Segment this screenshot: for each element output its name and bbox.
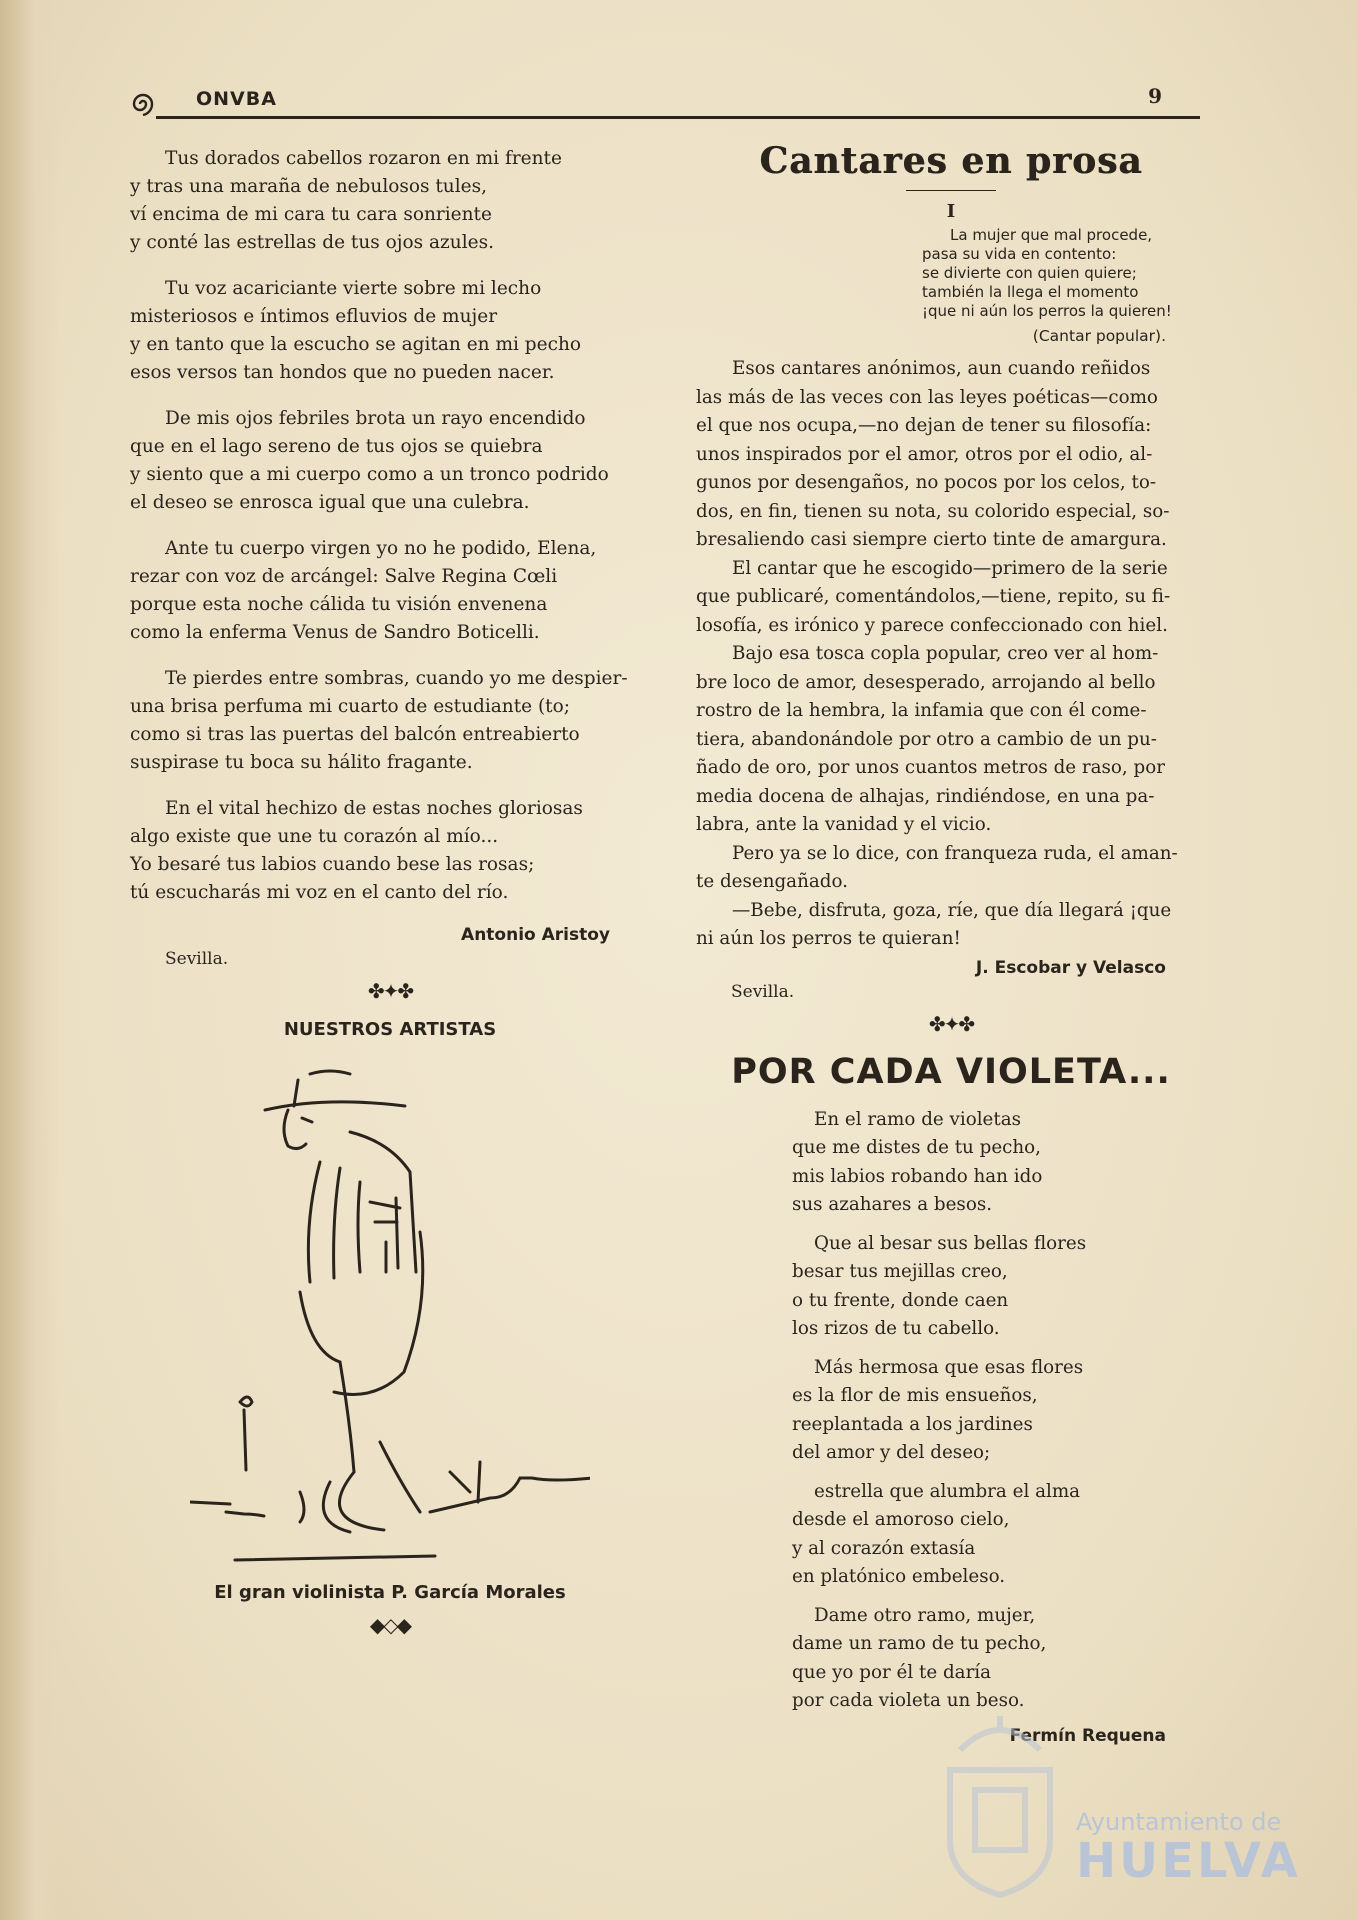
violeta-poem-line: Más hermosa que esas flores bbox=[814, 1356, 1084, 1378]
page-number: 9 bbox=[1148, 84, 1162, 108]
epigraph-line: ¡que ni aún los perros la quieren! bbox=[922, 302, 1172, 320]
title-rule bbox=[906, 190, 996, 191]
violeta-poem-line: en platónico embeleso. bbox=[792, 1566, 1006, 1587]
epigraph-credit: (Cantar popular). bbox=[1032, 327, 1166, 345]
prose-line: El cantar que he escogido—primero de la serie bbox=[732, 557, 1168, 579]
prose-paragraph bbox=[696, 840, 1206, 897]
prose-line: bre loco de amor, desesperado, arrojando al bello bbox=[696, 671, 1156, 693]
left-poem-line: rezar con voz de arcángel: Salve Regina Cœli bbox=[130, 566, 558, 587]
violeta-poem-line: es la flor de mis ensueños, bbox=[792, 1385, 1038, 1406]
prose-line: que publicaré, comentándolos,—tiene, repito, su fi- bbox=[696, 586, 1171, 607]
right-column bbox=[696, 140, 1206, 1746]
article-prose bbox=[696, 355, 1206, 954]
prose-line: tiera, abandonándole por otro a cambio de un pu- bbox=[696, 728, 1157, 750]
violinist-sketch-illustration bbox=[190, 1062, 590, 1572]
prose-line: el que nos ocupa,—no dejan de tener su filosofía: bbox=[696, 415, 1152, 436]
left-poem-place: Sevilla. bbox=[165, 949, 229, 969]
left-poem-line: una brisa perfuma mi cuarto de estudiante (to; bbox=[130, 696, 570, 717]
left-poem-line: En el vital hechizo de estas noches gloriosas bbox=[165, 798, 583, 819]
left-poem-stanza bbox=[130, 145, 650, 257]
prose-line: te desengañado. bbox=[696, 871, 848, 892]
left-poem-line: el deseo se enrosca igual que una culebra. bbox=[130, 492, 530, 513]
violeta-poem-stanza bbox=[792, 1602, 1206, 1716]
prose-line: ni aún los perros te quieran! bbox=[696, 928, 961, 949]
violeta-poem-line: por cada violeta un beso. bbox=[792, 1690, 1025, 1711]
watermark-text bbox=[1076, 1808, 1301, 1889]
left-poem-line: que en el lago sereno de tus ojos se quiebra bbox=[130, 436, 543, 457]
header-rule bbox=[156, 116, 1200, 119]
article-signature: J. Escobar y Velasco bbox=[975, 957, 1166, 978]
epigraph-verse bbox=[922, 226, 1206, 321]
left-poem-line: esos versos tan hondos que no pueden nacer. bbox=[130, 362, 555, 383]
left-poem-line: Ante tu cuerpo virgen yo no he podido, Elena, bbox=[165, 538, 597, 559]
violeta-poem-line: que me distes de tu pecho, bbox=[792, 1137, 1041, 1158]
left-poem-line: y tras una maraña de nebulosos tules, bbox=[130, 176, 487, 197]
left-poem-line: Tu voz acariciante vierte sobre mi lecho bbox=[165, 278, 542, 299]
violeta-poem-line: desde el amoroso cielo, bbox=[792, 1509, 1010, 1530]
watermark-line-2: HUELVA bbox=[1076, 1833, 1301, 1889]
violeta-poem-stanza bbox=[792, 1354, 1206, 1468]
prose-line: losofía, es irónico y parece confeccionado con hiel. bbox=[696, 614, 1168, 636]
watermark-line-1: Ayuntamiento de bbox=[1076, 1808, 1282, 1836]
violeta-poem-line: y al corazón extasía bbox=[792, 1537, 976, 1559]
epigraph-line: La mujer que mal procede, bbox=[950, 226, 1153, 244]
left-poem-line: y en tanto que la escucho se agitan en mi pecho bbox=[130, 334, 581, 355]
prose-line: bresaliendo casi siempre cierto tinte de amargura. bbox=[696, 529, 1167, 550]
violeta-poem-stanza bbox=[792, 1478, 1206, 1592]
prose-line: Bajo esa tosca copla popular, creo ver al hom- bbox=[732, 643, 1159, 664]
prose-line: las más de las veces con las leyes poéticas—como bbox=[696, 386, 1158, 408]
left-poem-line: Yo besaré tus labios cuando bese las rosas; bbox=[130, 854, 535, 875]
running-header bbox=[128, 86, 1200, 126]
left-poem-line: misteriosos e íntimos efluvios de mujer bbox=[130, 306, 498, 327]
bottom-ornament-icon: ◆◇◆ bbox=[369, 1613, 411, 1637]
left-poem-stanza bbox=[130, 405, 650, 517]
article-title-cantares: Cantares en prosa bbox=[759, 140, 1143, 182]
violeta-poem-stanza bbox=[792, 1106, 1206, 1220]
violeta-poem-line: En el ramo de violetas bbox=[814, 1108, 1022, 1130]
huelva-coat-of-arms-watermark-icon bbox=[940, 1710, 1060, 1900]
violeta-poem-line: o tu frente, donde caen bbox=[792, 1289, 1009, 1311]
violeta-poem-line: reeplantada a los jardines bbox=[792, 1413, 1033, 1435]
left-poem-stanza bbox=[130, 665, 650, 777]
epigraph-line: pasa su vida en contento: bbox=[922, 245, 1117, 263]
violeta-poem-line: estrella que alumbra el alma bbox=[814, 1480, 1081, 1502]
prose-paragraph bbox=[696, 897, 1206, 954]
violeta-poem-line: Que al besar sus bellas flores bbox=[814, 1232, 1087, 1254]
prose-line: dos, en fin, tienen su nota, su colorido especial, so- bbox=[696, 500, 1170, 522]
poem-title-violeta: POR CADA VIOLETA... bbox=[731, 1051, 1171, 1092]
prose-paragraph bbox=[696, 640, 1206, 840]
left-poem-stanza bbox=[130, 535, 650, 647]
violeta-poem-line: del amor y del deseo; bbox=[792, 1442, 991, 1463]
section-number: I bbox=[946, 201, 956, 222]
binding-gutter-shadow bbox=[0, 0, 60, 1920]
violeta-poem-line: besar tus mejillas creo, bbox=[792, 1261, 1008, 1282]
prose-line: Pero ya se lo dice, con franqueza ruda, el aman- bbox=[732, 842, 1178, 864]
illustration-caption: El gran violinista P. García Morales bbox=[214, 1582, 566, 1603]
prose-line: Esos cantares anónimos, aun cuando reñidos bbox=[732, 358, 1151, 379]
left-poem-line: suspirase tu boca su hálito fragante. bbox=[130, 752, 473, 773]
prose-paragraph bbox=[696, 555, 1206, 641]
violeta-poem-line: sus azahares a besos. bbox=[792, 1194, 993, 1215]
section-title-artists: NUESTROS ARTISTAS bbox=[283, 1019, 497, 1040]
left-column bbox=[130, 145, 650, 1647]
prose-line: ñado de oro, por unos cuantos metros de raso, por bbox=[696, 757, 1166, 778]
prose-line: —Bebe, disfruta, goza, ríe, que día llegará ¡que bbox=[732, 899, 1172, 921]
left-poem-line: De mis ojos febriles brota un rayo encendido bbox=[165, 408, 586, 429]
left-poem-line: y siento que a mi cuerpo como a un tronco podrido bbox=[130, 464, 609, 485]
article-place: Sevilla. bbox=[731, 981, 795, 1002]
fleuron-ornament-icon: ✤✦✤ bbox=[928, 1011, 974, 1036]
violeta-poem-line: los rizos de tu cabello. bbox=[792, 1318, 1000, 1339]
left-poem-line: porque esta noche cálida tu visión envenena bbox=[130, 594, 548, 615]
prose-line: labra, ante la vanidad y el vicio. bbox=[696, 814, 992, 835]
left-poem bbox=[130, 145, 650, 907]
violeta-poem-line: Dame otro ramo, mujer, bbox=[814, 1604, 1036, 1626]
left-poem-line: como si tras las puertas del balcón entreabierto bbox=[130, 724, 580, 745]
left-poem-stanza bbox=[130, 795, 650, 907]
spiral-ornament-icon bbox=[128, 90, 158, 118]
left-poem-line: y conté las estrellas de tus ojos azules. bbox=[130, 232, 494, 253]
poem-signature: Fermín Requena bbox=[1009, 1725, 1166, 1746]
left-poem-signature: Antonio Aristoy bbox=[461, 925, 610, 945]
left-poem-line: algo existe que une tu corazón al mío... bbox=[130, 826, 499, 847]
prose-line: gunos por desengaños, no pocos por los celos, to- bbox=[696, 472, 1157, 493]
violeta-poem-line: dame un ramo de tu pecho, bbox=[792, 1633, 1047, 1654]
left-poem-stanza bbox=[130, 275, 650, 387]
violeta-poem-line: mis labios robando han ido bbox=[792, 1165, 1043, 1187]
fleuron-ornament-icon: ✤✦✤ bbox=[367, 979, 413, 1003]
prose-line: unos inspirados por el amor, otros por el odio, al- bbox=[696, 443, 1153, 465]
prose-line: media docena de alhajas, rindiéndose, en una pa- bbox=[696, 785, 1155, 807]
left-poem-line: ví encima de mi cara tu cara sonriente bbox=[130, 204, 492, 225]
prose-line: rostro de la hembra, la infamia que con él come- bbox=[696, 700, 1147, 721]
left-poem-line: Tus dorados cabellos rozaron en mi frente bbox=[165, 148, 562, 169]
violeta-poem bbox=[696, 1106, 1206, 1716]
violeta-poem-stanza bbox=[792, 1230, 1206, 1344]
magazine-title: ONVBA bbox=[196, 88, 277, 110]
epigraph-line: también la llega el momento bbox=[922, 283, 1139, 301]
prose-paragraph bbox=[696, 355, 1206, 555]
left-poem-line: como la enferma Venus de Sandro Boticelli. bbox=[130, 622, 540, 643]
left-poem-line: tú escucharás mi voz en el canto del río. bbox=[130, 882, 509, 903]
epigraph-line: se divierte con quien quiere; bbox=[922, 264, 1137, 282]
left-poem-line: Te pierdes entre sombras, cuando yo me despier- bbox=[165, 668, 628, 689]
violeta-poem-line: que yo por él te daría bbox=[792, 1661, 992, 1683]
